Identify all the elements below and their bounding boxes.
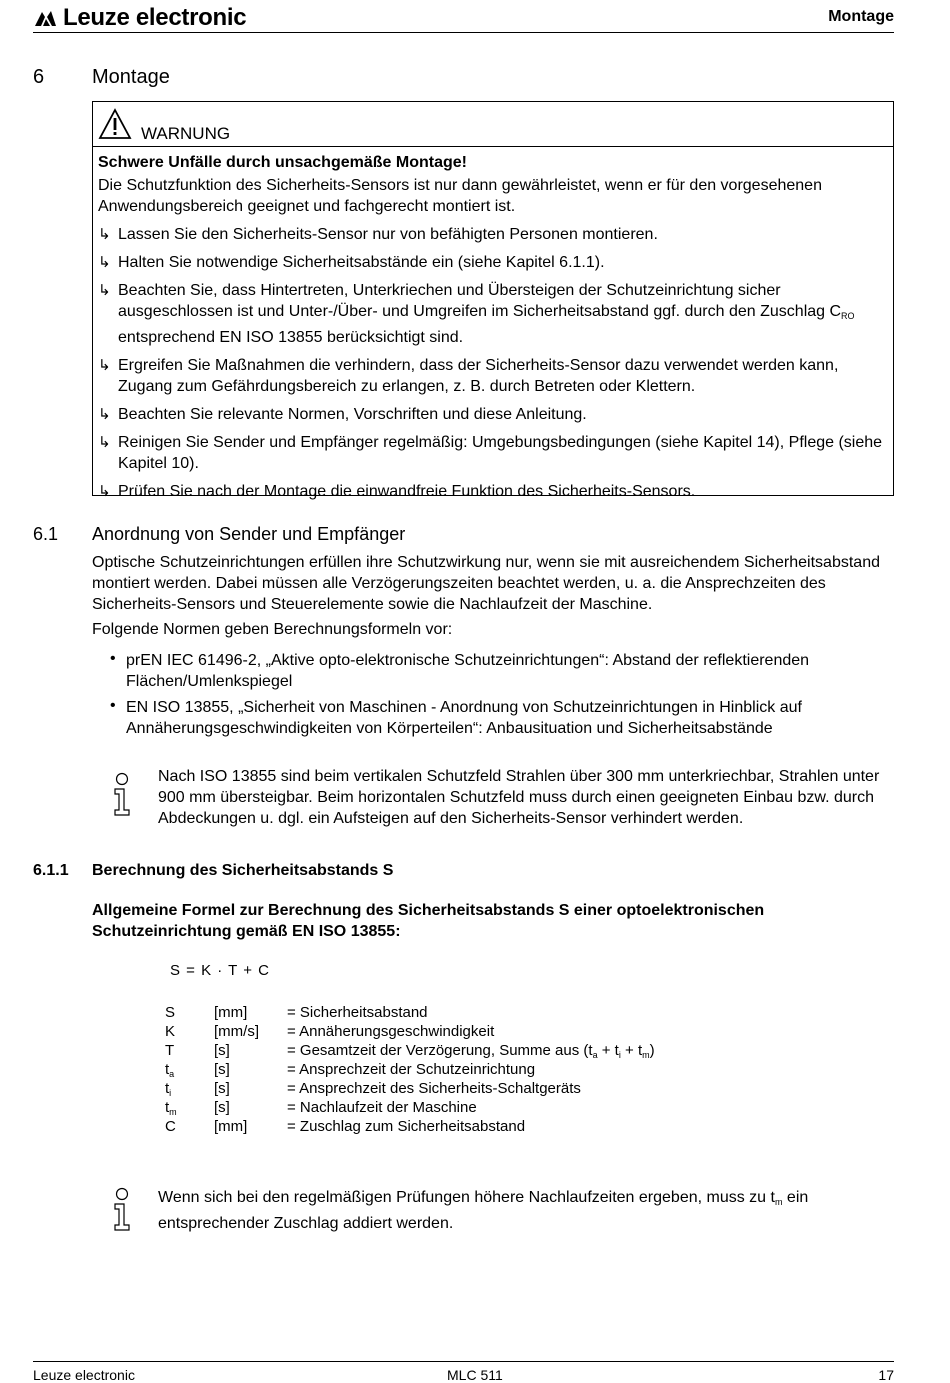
footer-brand: Leuze electronic: [33, 1367, 135, 1383]
bullet-item: prEN IEC 61496-2, „Aktive opto-elektronische Schutzeinrichtungen“: Abstand der reflektierenden Flächen/Umlenkspiegel: [126, 652, 810, 690]
warning-item: ↳ Lassen Sie den Sicherheits-Sensor nur von befähigten Personen montieren.: [98, 226, 658, 243]
instruction-arrow-icon: ↳: [98, 483, 111, 500]
warning-triangle-icon: [98, 108, 132, 140]
brand-name: Leuze electronic: [63, 4, 247, 31]
section-6-title: Montage: [92, 66, 170, 88]
info-note-text: Nach ISO 13855 sind beim vertikalen Schutzfeld Strahlen über 300 mm unterkriechbar, Strahlen unter 900 mm übersteigbar. Beim horizontalen Schutzfeld muss durch einen geeigneten Einbau bzw. durch Abdeckungen u. dgl. ein Aufsteigen auf den Sicherheits-Sensor verhindert werden.: [158, 768, 880, 827]
bullet-dot: •: [110, 650, 116, 667]
info-note-icon: [111, 1187, 133, 1233]
instruction-arrow-icon: ↳: [98, 434, 111, 451]
warning-item: ↳ Beachten Sie, dass Hintertreten, Unterkriechen und Übersteigen der Schutzeinrichtung sicher ausgeschlossen ist und Unter-/Über- und Umgreifen im Sicherheitsabstand ggf. durch den Zuschlag $C_{RO}$ entsprechend EN ISO 13855 berücksichtigt sind.: [98, 282, 855, 346]
section-6-1-title: Anordnung von Sender und Empfänger: [92, 524, 406, 544]
section-6-1-number: 6.1: [33, 524, 59, 544]
section-6-1-paragraph-2: Folgende Normen geben Berechnungsformeln vor:: [92, 621, 453, 638]
warning-headline: Schwere Unfälle durch unsachgemäße Montage!: [98, 154, 467, 171]
instruction-arrow-icon: ↳: [98, 226, 111, 243]
warning-item: ↳ Reinigen Sie Sender und Empfänger regelmäßig: Umgebungsbedingungen (siehe Kapitel 14), Pflege (siehe Kapitel 10).: [98, 434, 883, 472]
formula-heading: Allgemeine Formel zur Berechnung des Sicherheitsabstands S einer optoelektronischen Schutzeinrichtung gemäß EN ISO 13855:: [92, 902, 765, 940]
instruction-arrow-icon: ↳: [98, 406, 111, 423]
warning-body: [98, 152, 885, 502]
bullet-dot: •: [110, 697, 116, 714]
brand-logo: [33, 4, 246, 32]
section-6-1-1-title: Berechnung des Sicherheitsabstands S: [92, 862, 394, 879]
instruction-arrow-icon: ↳: [98, 357, 111, 374]
warning-item: ↳ Prüfen Sie nach der Montage die einwandfreie Funktion des Sicherheits-Sensors.: [98, 483, 696, 500]
header-rule: [33, 32, 894, 33]
info-note-text-2: Wenn sich bei den regelmäßigen Prüfungen höhere Nachlaufzeiten ergeben, muss zu $t_m$ ein entsprechender Zuschlag addiert werden.: [158, 1189, 809, 1232]
instruction-arrow-icon: ↳: [98, 254, 111, 271]
instruction-arrow-icon: ↳: [98, 282, 111, 299]
warning-label: WARNUNG: [141, 124, 231, 143]
section-6-1-1-number: 6.1.1: [33, 862, 69, 879]
footer-page-number: 17: [878, 1367, 894, 1383]
section-6-1-paragraph: Optische Schutzeinrichtungen erfüllen ihre Schutzwirkung nur, wenn sie mit ausreichendem Sicherheitsabstand montiert werden. Dabei müssen alle Verzögerungszeiten beachtet werden, u. a. die Ansprechzeiten des Sicherheits-Sensors und Steuerelemente sowie die Nachlaufzeit der Maschine.: [92, 554, 880, 613]
section-6-number: 6: [33, 66, 45, 88]
safety-distance-formula: S = K · T + C: [170, 962, 270, 979]
warning-intro: Die Schutzfunktion des Sicherheits-Sensors ist nur dann gewährleistet, wenn er für den vorgesehenen Anwendungsbereich geeignet und fachgerecht montiert ist.: [98, 177, 822, 215]
warning-item: ↳ Beachten Sie relevante Normen, Vorschriften und diese Anleitung.: [98, 406, 587, 423]
bullet-item: EN ISO 13855, „Sicherheit von Maschinen - Anordnung von Schutzeinrichtungen in Hinblick auf Annäherungsgeschwindigkeiten von Körperteilen“: Anbausituation und Sicherheitsabstände: [126, 699, 802, 737]
footer-product: MLC 511: [447, 1367, 503, 1383]
warning-item: ↳ Halten Sie notwendige Sicherheitsabstände ein (siehe Kapitel 6.1.1).: [98, 254, 605, 271]
warning-item: ↳ Ergreifen Sie Maßnahmen die verhindern, dass der Sicherheits-Sensor dazu verwendet werden kann, Zugang zum Gefährdungsbereich zu erlangen, z. B. durch Betreten oder Klettern.: [98, 357, 839, 395]
warning-box: [92, 101, 894, 500]
header-section: Montage: [828, 8, 894, 25]
leuze-logo-icon: [33, 8, 57, 28]
footer-rule: [33, 1361, 894, 1362]
info-note-icon: [111, 772, 133, 818]
warning-header: [93, 102, 893, 147]
